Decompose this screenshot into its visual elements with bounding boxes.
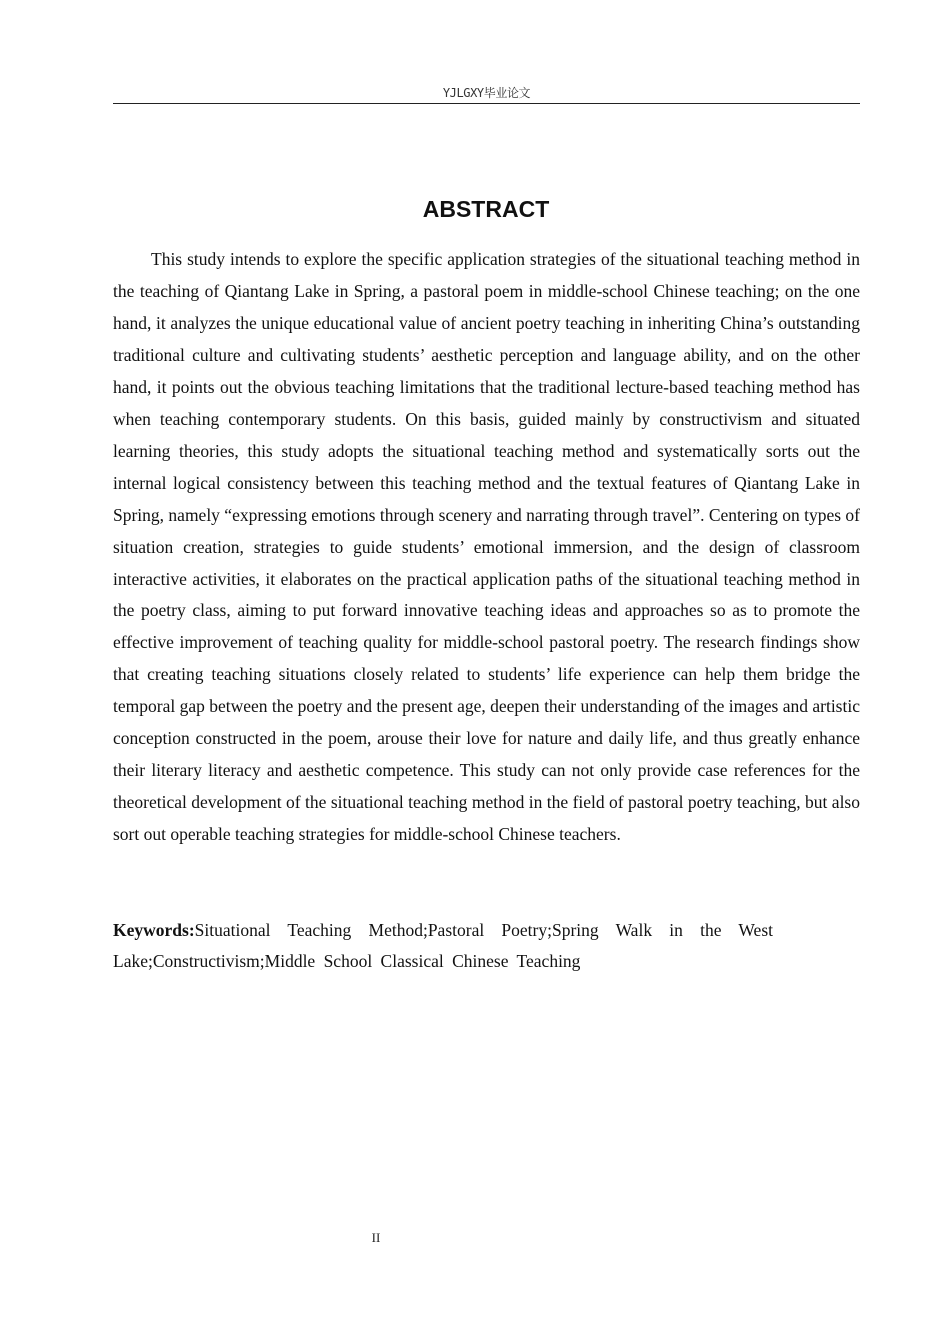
keywords-label: Keywords:	[113, 920, 195, 940]
running-header-title: YJLGXY毕业论文	[442, 86, 531, 100]
keywords-list: Situational Teaching Method;Pastoral Poetry;Spring Walk in the West Lake;Constructivism;Middle School Classical Chinese Teaching	[113, 920, 773, 971]
running-header	[113, 84, 860, 104]
keywords-paragraph	[113, 915, 773, 977]
abstract-title: ABSTRACT	[422, 196, 550, 223]
abstract-body: This study intends to explore the specific application strategies of the situational teaching method in the teaching of Qiantang Lake in Spring, a pastoral poem in middle-school Chinese teaching; on the one hand, it analyzes the unique educational value of ancient poetry teaching in inheriting China’s outstanding traditional culture and cultivating students’ aesthetic perception and language ability, and on the other hand, it points out the obvious teaching limitations that the traditional lecture-based teaching method has when teaching contemporary students. On this basis, guided mainly by constructivism and situated learning theories, this study adopts the situational teaching method and systematically sorts out the internal logical consistency between this teaching method and the textual features of Qiantang Lake in Spring, namely “expressing emotions through scenery and narrating through travel”. Centering on types of situation creation, strategies to guide students’ emotional immersion, and the design of classroom interactive activities, it elaborates on the practical application paths of the situational teaching method in the poetry class, aiming to put forward innovative teaching ideas and approaches so as to promote the effective improvement of teaching quality for middle-school pastoral poetry. The research findings show that creating teaching situations closely related to students’ life experience can help them bridge the temporal gap between the poetry and the present age, deepen their understanding of the images and artistic conception constructed in the poem, arouse their love for nature and daily life, and thus greatly enhance their literary literacy and aesthetic competence. This study can not only provide case references for the theoretical development of the situational teaching method in the field of pastoral poetry teaching, but also sort out operable teaching strategies for middle-school Chinese teachers.	[113, 249, 860, 845]
page-number: II	[371, 1230, 381, 1245]
